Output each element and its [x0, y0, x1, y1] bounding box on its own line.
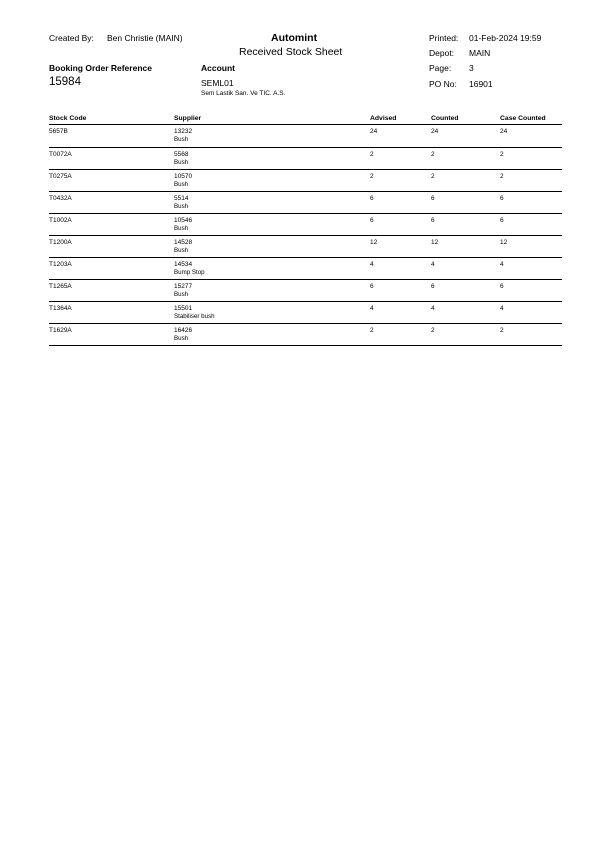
case-counted-qty: 6 [500, 195, 504, 202]
counted-qty: 6 [431, 217, 435, 224]
stock-code: T0275A [49, 173, 72, 180]
stock-code: T1629A [49, 327, 72, 334]
col-advised: Advised [370, 115, 397, 122]
table-row [0, 170, 595, 192]
supplier-code: 10546 [174, 217, 193, 224]
account-label: Account [201, 63, 235, 73]
counted-qty: 12 [431, 239, 439, 246]
item-description: Bush [174, 291, 189, 298]
item-description: Bush [174, 335, 189, 342]
table-row [0, 258, 595, 280]
item-description: Bush [174, 136, 189, 143]
case-counted-qty: 6 [500, 217, 504, 224]
counted-qty: 24 [431, 128, 439, 135]
report-title: Received Stock Sheet [239, 46, 343, 58]
item-description: Bush [174, 203, 189, 210]
advised-qty: 2 [370, 327, 374, 334]
po-value: 16901 [469, 79, 493, 89]
supplier-code: 15501 [174, 305, 193, 312]
counted-qty: 6 [431, 283, 435, 290]
counted-qty: 6 [431, 195, 435, 202]
table-row [0, 236, 595, 258]
stock-code: T0432A [49, 195, 72, 202]
counted-qty: 2 [431, 327, 435, 334]
case-counted-qty: 4 [500, 261, 504, 268]
stock-code: T1203A [49, 261, 72, 268]
table-row [0, 125, 595, 147]
case-counted-qty: 6 [500, 283, 504, 290]
advised-qty: 12 [370, 239, 378, 246]
booking-ref-label: Booking Order Reference [49, 63, 152, 73]
row-divider [49, 345, 562, 346]
table-row [0, 302, 595, 324]
advised-qty: 2 [370, 151, 374, 158]
depot-value: MAIN [469, 48, 491, 58]
supplier-code: 5568 [174, 151, 189, 158]
supplier-code: 14528 [174, 239, 193, 246]
supplier-code: 13232 [174, 128, 193, 135]
supplier-code: 5514 [174, 195, 189, 202]
depot-label: Depot: [429, 48, 455, 58]
advised-qty: 4 [370, 261, 374, 268]
item-description: Stabiliser bush [174, 313, 215, 320]
counted-qty: 2 [431, 173, 435, 180]
advised-qty: 2 [370, 173, 374, 180]
supplier-code: 15277 [174, 283, 193, 290]
col-stock-code: Stock Code [49, 115, 87, 122]
counted-qty: 4 [431, 261, 435, 268]
stock-code: T0072A [49, 151, 72, 158]
item-description: Bush [174, 159, 189, 166]
case-counted-qty: 12 [500, 239, 508, 246]
printed-value: 01-Feb-2024 19:59 [469, 33, 542, 43]
account-name: Sem Lastik San. Ve TIC. A.S. [201, 90, 286, 97]
stock-code: 5657B [49, 128, 68, 135]
company-name: Automint [271, 32, 318, 44]
advised-qty: 6 [370, 283, 374, 290]
stock-code: T1002A [49, 217, 72, 224]
case-counted-qty: 2 [500, 173, 504, 180]
stock-code: T1200A [49, 239, 72, 246]
item-description: Bush [174, 225, 189, 232]
created-by-value: Ben Christie (MAIN) [107, 33, 183, 43]
table-row [0, 324, 595, 346]
account-code: SEML01 [201, 78, 234, 88]
stock-code: T1364A [49, 305, 72, 312]
counted-qty: 2 [431, 151, 435, 158]
item-description: Bump Stop [174, 269, 205, 276]
table-row [0, 214, 595, 236]
table-row [0, 192, 595, 214]
counted-qty: 4 [431, 305, 435, 312]
advised-qty: 6 [370, 195, 374, 202]
col-supplier: Supplier [174, 115, 202, 122]
col-counted: Counted [431, 115, 459, 122]
stock-code: T1265A [49, 283, 72, 290]
booking-ref-value: 15984 [49, 76, 81, 88]
advised-qty: 6 [370, 217, 374, 224]
po-label: PO No: [429, 79, 457, 89]
table-row [0, 148, 595, 170]
item-description: Bush [174, 247, 189, 254]
col-case-counted: Case Counted [500, 115, 546, 122]
advised-qty: 24 [370, 128, 378, 135]
page-label: Page: [429, 63, 452, 73]
supplier-code: 14534 [174, 261, 193, 268]
item-description: Bush [174, 181, 189, 188]
case-counted-qty: 4 [500, 305, 504, 312]
case-counted-qty: 24 [500, 128, 508, 135]
case-counted-qty: 2 [500, 151, 504, 158]
case-counted-qty: 2 [500, 327, 504, 334]
page-value: 3 [469, 63, 474, 73]
table-row [0, 280, 595, 302]
advised-qty: 4 [370, 305, 374, 312]
created-by-label: Created By: [49, 33, 94, 43]
supplier-code: 16426 [174, 327, 193, 334]
printed-label: Printed: [429, 33, 459, 43]
supplier-code: 10570 [174, 173, 193, 180]
